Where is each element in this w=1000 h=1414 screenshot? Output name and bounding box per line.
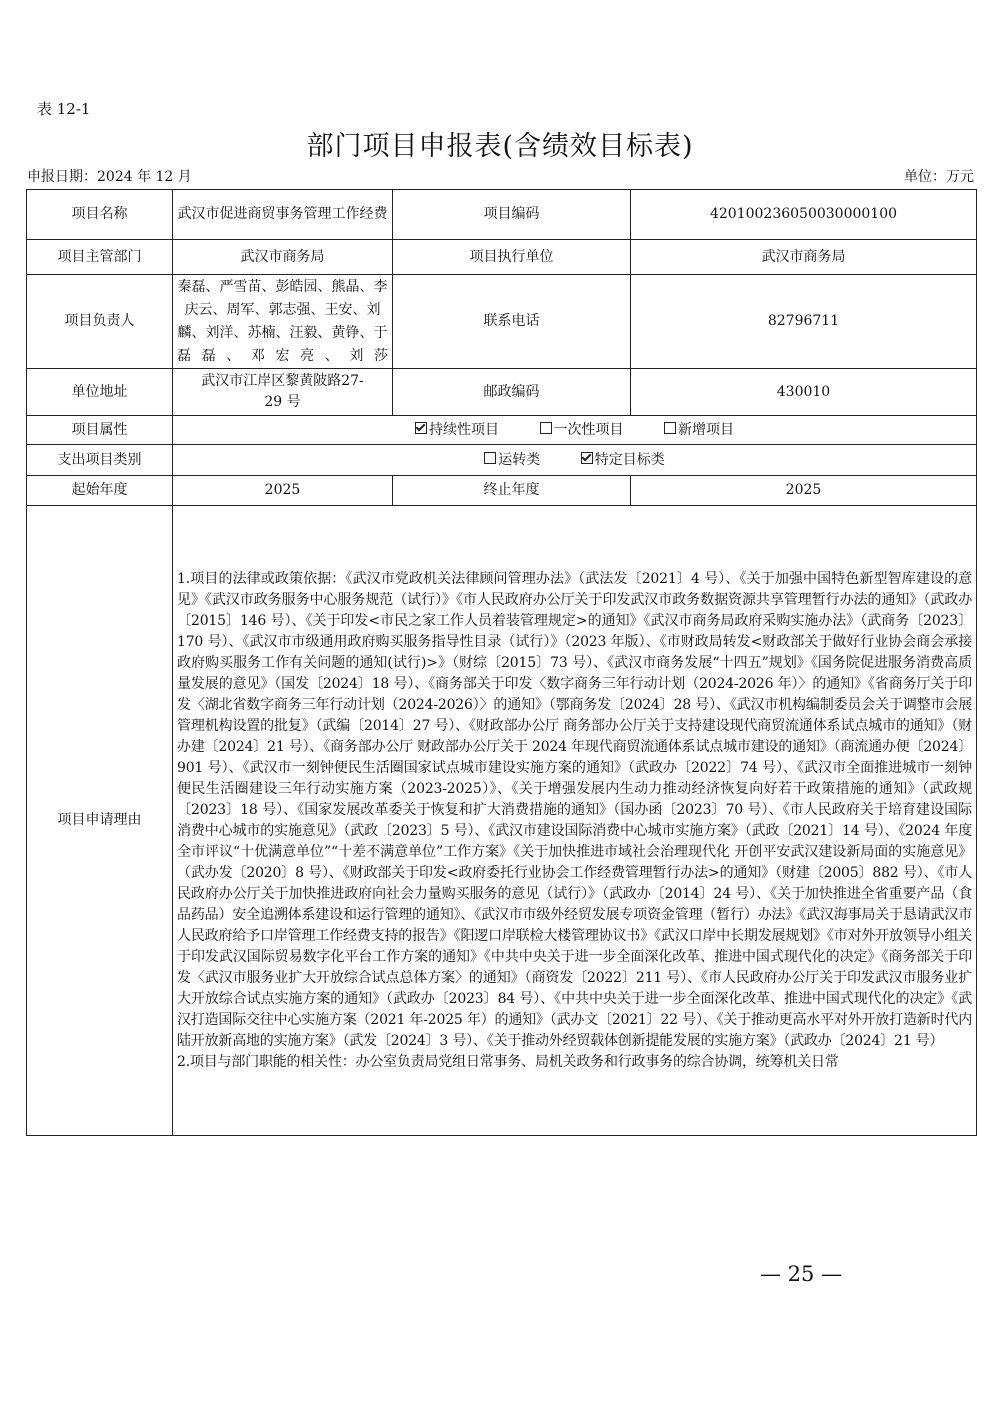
unit-label: 单位：万元 [904, 169, 974, 185]
checkbox-icon [540, 422, 552, 434]
end-year-label: 终止年度 [393, 476, 631, 506]
reason-paragraph-1: 1.项目的法律或政策依据：《武汉市党政机关法律顾问管理办法》（武法发〔2021〕4 号）、《关于加强中国特色新型智库建设的意见》《武汉市政务服务中心服务规范（试行）》《市人民政府办公厅关于印发武汉市政务数据资源共享管理暂行办法的通知》（武政办〔2015〕146 号）、《关于印发<市民之家工作人员着装管理规定>的通知》《武汉市商务局政府采购实施办法》（武商务〔2023〕170 号）、《武汉市市级通用政府购买服务指导性目录（试行）》（2023 年版）、《市财政局转发<财政部关于做好行业协会商会承接政府购买服务工作有关问题的通知(试行)>》（财综〔2015〕73 号）、《武汉市商务发展“十四五”规划》《国务院促进服务消费高质量发展的意见》（国发〔2024〕18 号）、《商务部关于印发〈数字商务三年行动计划（2024-2026 年）〉的通知》《省商务厅关于印发〈湖北省数字商务三年行动计划（2024-2026）〉的通知》（鄂商务发〔2024〕28 号）、《武汉市机构编制委员会关于调整市会展管理机构设置的批复》（武编〔2014〕27 号）、《财政部办公厅 商务部办公厅关于支持建设现代商贸流通体系试点城市的通知》（财办建〔2024〕21 号）、《商务部办公厅 财政部办公厅关于 2024 年现代商贸流通体系试点城市建设的通知》（商流通办便〔2024〕901 号）、《武汉市一刻钟便民生活圈国家试点城市建设实施方案的通知》（武政办〔2022〕74 号）、《武汉市全面推进城市一刻钟便民生活圈建设三年行动实施方案（2023-2025）》、《关于增强发展内生动力推动经济恢复向好若干政策措施的通知》（武政规〔2023〕18 号）、《国家发展改革委关于恢复和扩大消费措施的通知》（国办函〔2023〕70 号）、《市人民政府关于培育建设国际消费中心城市的实施意见》（武政〔2023〕5 号）、《武汉市建设国际消费中心城市实施方案》（武政〔2021〕14 号）、《2024 年度全市评议“十优满意单位”“十差不满意单位”工作方案》《关于加快推进市域社会治理现代化 开创平安武汉建设新局面的实施意见》（武办发〔2020〕8 号）、《财政部关于印发<政府委托行业协会工作经费管理暂行办法>的通知》（财建〔2005〕882 号）、《市人民政府办公厅关于加快推进政府向社会力量购买服务的意见（试行）》（武政办〔2014〕24 号）、《关于加快推进全省重要产品（食品药品）安全追溯体系建设和运行管理的通知》、《武汉市市级外经贸发展专项资金管理（暂行）办法》《武汉海事局关于恳请武汉市人民政府给予口岸管理工作经费支持的报告》《阳逻口岸联检大楼管理协议书》《武汉口岸中长期发展规划》《市对外开放领导小组关于印发武汉国际贸易数字化平台工作方案的通知》《中共中央关于进一步全面深化改革、推进中国式现代化的决定》《商务部关于印发〈武汉市服务业扩大开放综合试点总体方案〉的通知》（商资发〔2022〕211 号）、《市人民政府办公厅关于印发武汉市服务业扩大开放综合试点实施方案的通知》（武政办〔2023〕84 号）、《中共中央关于进一步全面深化改革、推进中国式现代化的决定》《武汉打造国际交往中心实施方案（2021 年-2025 年）的通知》（武办文〔2021〕22 号）、《关于推动更高水平对外开放打造新时代内陆开放新高地的实施方案》（武发〔2024〕3 号）、《关于推动外经贸载体创新提能发展的实施方案》（武政办〔2024〕21 号） [177, 570, 972, 1049]
address-value: 武汉市江岸区黎黄陂路27-29 号 [173, 369, 393, 416]
exec-unit-label: 项目执行单位 [393, 240, 631, 275]
report-date: 申报日期：2024 年 12 月 [27, 169, 192, 185]
start-year-label: 起始年度 [27, 476, 173, 506]
row-years [27, 476, 977, 506]
row-reason [27, 506, 977, 1136]
project-form-table [26, 189, 977, 1136]
postcode-value: 430010 [631, 369, 977, 416]
project-name-label: 项目名称 [27, 190, 173, 240]
category-options [173, 445, 977, 476]
reason-label: 项目申请理由 [27, 506, 173, 1136]
dept-label: 项目主管部门 [27, 240, 173, 275]
project-name-value: 武汉市促进商贸事务管理工作经费 [173, 190, 393, 240]
row-category [27, 445, 977, 476]
owner-value: 秦磊、严雪苗、彭皓园、熊晶、李庆云、周军、郭志强、王安、刘麟、刘洋、苏楠、汪毅、黄铮、于磊磊、邓宏亮、刘莎 [173, 275, 393, 369]
attr-option-onetime[interactable]: 一次性项目 [540, 420, 624, 441]
postcode-label: 邮政编码 [393, 369, 631, 416]
checkbox-icon [484, 452, 496, 464]
exec-unit-value: 武汉市商务局 [631, 240, 977, 275]
reason-content [173, 506, 977, 1136]
attr-options [173, 416, 977, 445]
reason-paragraph-2: 2.项目与部门职能的相关性：办公室负责局党组日常事务、局机关政务和行政事务的综合协调，统筹机关日常 [177, 1053, 839, 1070]
phone-label: 联系电话 [393, 275, 631, 369]
table-number: 表 12-1 [37, 100, 91, 118]
attr-label: 项目属性 [27, 416, 173, 445]
phone-value: 82796711 [631, 275, 977, 369]
checkbox-icon [664, 422, 676, 434]
project-code-label: 项目编码 [393, 190, 631, 240]
checked-box-icon [415, 422, 427, 434]
end-year-value: 2025 [631, 476, 977, 506]
page-number: — 25 — [760, 1262, 843, 1286]
row-address [27, 369, 977, 416]
attr-option-continuous[interactable]: 持续性项目 [415, 420, 499, 441]
dept-value: 武汉市商务局 [173, 240, 393, 275]
row-project-name [27, 190, 977, 240]
row-owner [27, 275, 977, 369]
checked-box-icon [581, 452, 593, 464]
page-title: 部门项目申报表(含绩效目标表) [306, 131, 694, 162]
address-label: 单位地址 [27, 369, 173, 416]
category-option-specific[interactable]: 特定目标类 [581, 450, 665, 471]
row-attribute [27, 416, 977, 445]
category-option-operating[interactable]: 运转类 [484, 450, 540, 471]
start-year-value: 2025 [173, 476, 393, 506]
category-label: 支出项目类别 [27, 445, 173, 476]
row-department [27, 240, 977, 275]
attr-option-new[interactable]: 新增项目 [664, 420, 734, 441]
owner-label: 项目负责人 [27, 275, 173, 369]
project-code-value: 420100236050030000100 [631, 190, 977, 240]
